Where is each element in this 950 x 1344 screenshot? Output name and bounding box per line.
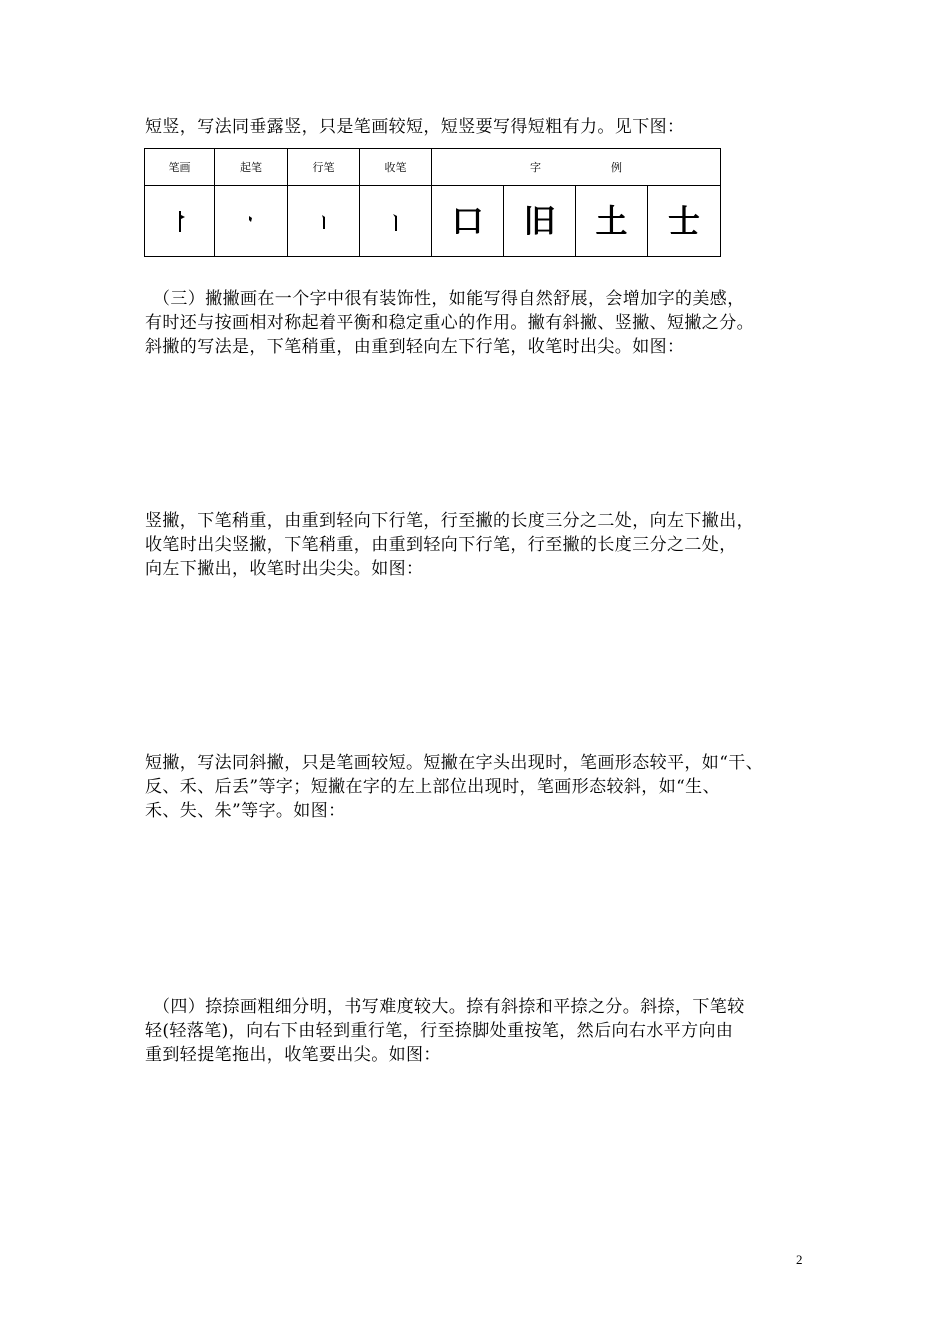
stroke-finish-image (360, 186, 432, 257)
example-char: 土 (595, 202, 628, 240)
example-char: 士 (667, 202, 700, 240)
stroke-start-dot-image (241, 206, 261, 236)
stroke-finish-image-svg (386, 206, 406, 236)
page-number: 2 (796, 1252, 803, 1267)
text-line: 收笔时出尖竖撇，下笔稍重，由重到轻向下行笔，行至撇的长度三分之二处， (145, 535, 737, 555)
stroke-start-image (215, 186, 288, 257)
paragraph-short-vertical (145, 115, 825, 139)
text-line: （四）捺捺画粗细分明，书写难度较大。捺有斜捺和平捺之分。斜捺，下笔较 (153, 997, 745, 1017)
text-line: 短撇，写法同斜撇，只是笔画较短。短撇在字头出现时，笔画形态较平，如“干、 (145, 753, 764, 773)
text-line: 重到轻提笔拖出，收笔要出尖。如图： (145, 1045, 441, 1065)
example-cell-2 (504, 186, 576, 257)
header-example-zi: 字 (530, 161, 541, 174)
header-start: 起笔 (215, 149, 288, 186)
short-vertical-stroke-image (170, 206, 190, 236)
stroke-move-image (288, 186, 360, 257)
text-line: 反、禾、后丢”等字；短撇在字的左上部位出现时，笔画形态较斜，如“生、 (145, 777, 720, 797)
stroke-move-image-svg (314, 206, 334, 236)
text-line: （三）撇撇画在一个字中很有装饰性，如能写得自然舒展，会增加字的美感， (153, 289, 745, 309)
text-line: 竖撇，下笔稍重，由重到轻向下行笔，行至撇的长度三分之二处，向左下撇出， (145, 511, 754, 531)
stroke-table (144, 148, 721, 257)
paragraph-vertical-pie (145, 509, 825, 581)
text-line: 斜撇的写法是，下笔稍重，由重到轻向左下行笔，收笔时出尖。如图： (145, 337, 685, 357)
text-line: 短竖，写法同垂露竖，只是笔画较短，短竖要写得短粗有力。见下图： (145, 117, 685, 137)
example-char: 旧 (523, 202, 556, 240)
example-cell-3 (576, 186, 648, 257)
header-stroke: 笔画 (145, 149, 215, 186)
text-line: 轻(轻落笔)，向右下由轻到重行笔，行至捺脚处重按笔，然后向右水平方向由 (145, 1021, 734, 1041)
paragraph-na-intro (145, 995, 825, 1067)
paragraph-pie-intro (145, 287, 825, 359)
header-move: 行笔 (288, 149, 360, 186)
text-line: 向左下撇出，收笔时出尖尖。如图： (145, 559, 424, 579)
header-example-li: 例 (611, 161, 622, 174)
table-header-row (145, 149, 721, 186)
text-line: 有时还与按画相对称起着平衡和稳定重心的作用。撇有斜撇、竖撇、短撇之分。 (145, 313, 754, 333)
text-line: 禾、失、朱”等字。如图： (145, 801, 346, 821)
header-examples (432, 149, 721, 186)
paragraph-short-pie (145, 751, 825, 823)
header-finish: 收笔 (360, 149, 432, 186)
example-char: 口 (451, 202, 484, 240)
table-body-row (145, 186, 721, 257)
example-cell-1 (432, 186, 504, 257)
example-cell-4 (648, 186, 721, 257)
stroke-full-image (145, 186, 215, 257)
